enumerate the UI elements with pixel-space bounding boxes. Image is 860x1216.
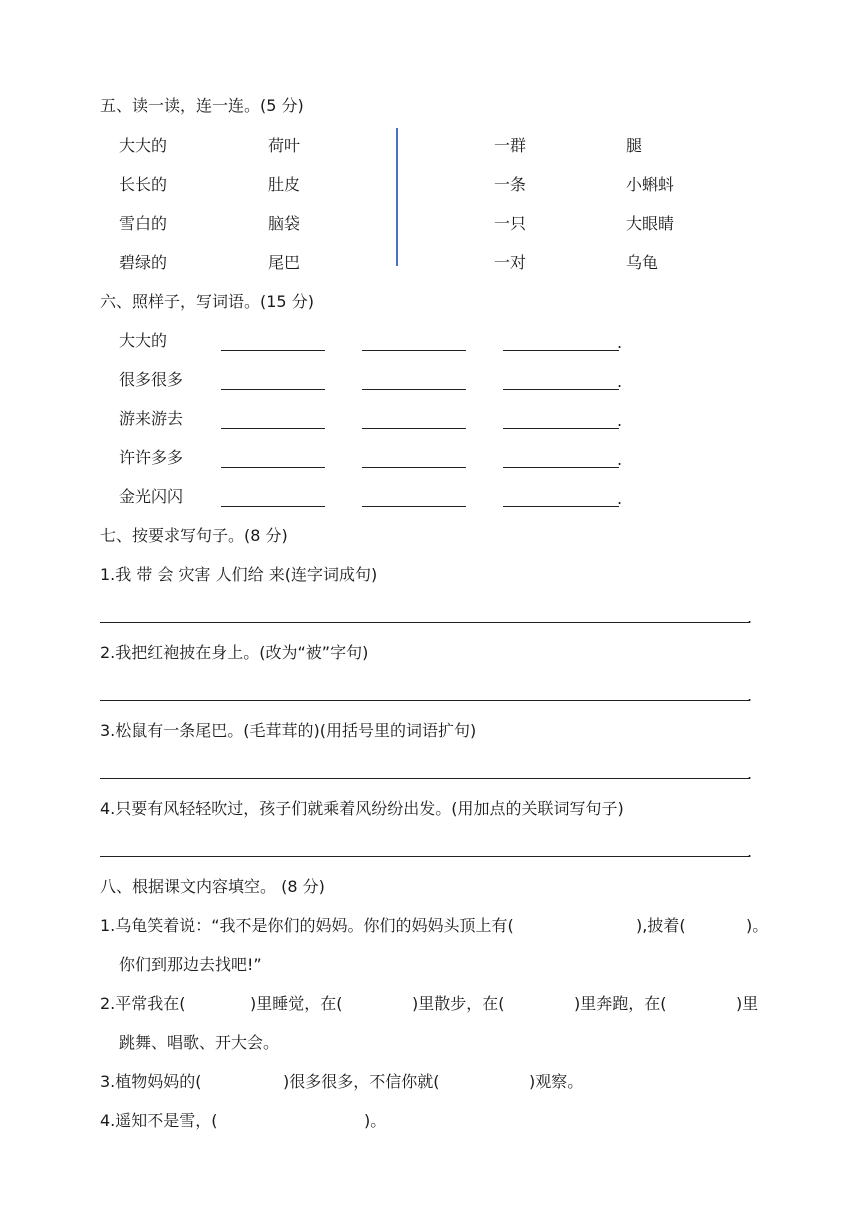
q4-part-a: 4.遥知不是雪，( [100,1111,218,1130]
question-text: 3.松鼠有一条尾巴。(毛茸茸的)(用括号里的词语扩句) [100,721,477,740]
right-quantifier[interactable]: 一只 [494,214,527,233]
left-adjective[interactable]: 长长的 [119,175,168,194]
q2-line2: 跳舞、唱歌、开大会。 [119,1033,280,1052]
answer-blank[interactable] [503,428,619,429]
left-adjective[interactable]: 雪白的 [119,214,168,233]
end-mark: . [747,842,753,861]
q1-part-b: ),披着( [636,916,686,935]
answer-blank[interactable] [362,428,466,429]
right-noun[interactable]: 大眼睛 [626,214,675,233]
example-word: 大大的 [119,331,168,350]
example-word: 很多很多 [119,370,184,389]
answer-line[interactable] [100,622,750,623]
q4-part-b: )。 [364,1111,387,1130]
end-mark: . [617,372,623,391]
answer-blank[interactable] [362,350,466,351]
section8-title: 八、根据课文内容填空。 (8 分) [100,877,325,896]
example-word: 许许多多 [119,448,184,467]
end-mark: . [617,450,623,469]
answer-blank[interactable] [221,467,325,468]
left-adjective[interactable]: 碧绿的 [119,253,168,272]
example-word: 金光闪闪 [119,487,184,506]
answer-line[interactable] [100,700,750,701]
answer-line[interactable] [100,778,750,779]
right-quantifier[interactable]: 一对 [494,253,527,272]
answer-blank[interactable] [221,389,325,390]
answer-blank[interactable] [221,506,325,507]
q1-part-c: )。 [746,916,769,935]
section6-title: 六、照样子，写词语。(15 分) [100,292,314,311]
answer-blank[interactable] [362,467,466,468]
answer-blank[interactable] [362,389,466,390]
left-noun[interactable]: 尾巴 [268,253,301,272]
answer-blank[interactable] [362,506,466,507]
answer-blank[interactable] [503,350,619,351]
divider-line [396,128,398,266]
end-mark: . [617,411,623,430]
end-mark: . [617,489,623,508]
q3-part-a: 3.植物妈妈的( [100,1072,202,1091]
left-noun[interactable]: 荷叶 [268,136,301,155]
left-noun[interactable]: 肚皮 [268,175,301,194]
q1-line2: 你们到那边去找吧!” [119,955,262,974]
answer-blank[interactable] [503,506,619,507]
answer-line[interactable] [100,856,750,857]
right-noun[interactable]: 腿 [626,136,643,155]
q2-part-e: )里 [736,994,759,1013]
end-mark: . [747,686,753,705]
q2-part-b: )里睡觉，在( [250,994,343,1013]
end-mark: . [747,608,753,627]
end-mark: . [747,764,753,783]
example-word: 游来游去 [119,409,184,428]
q3-part-b: )很多很多，不信你就( [283,1072,440,1091]
right-noun[interactable]: 小蝌蚪 [626,175,675,194]
q2-part-a: 2.平常我在( [100,994,186,1013]
left-noun[interactable]: 脑袋 [268,214,301,233]
section7-title: 七、按要求写句子。(8 分) [100,526,288,545]
right-quantifier[interactable]: 一群 [494,136,527,155]
left-adjective[interactable]: 大大的 [119,136,168,155]
question-text: 4.只要有风轻轻吹过，孩子们就乘着风纷纷出发。(用加点的关联词写句子) [100,799,624,818]
q1-part-a: 1.乌龟笑着说：“我不是你们的妈妈。你们的妈妈头顶上有( [100,916,514,935]
end-mark: . [617,333,623,352]
question-text: 1.我 带 会 灾害 人们给 来(连字词成句) [100,565,378,584]
question-text: 2.我把红袍披在身上。(改为“被”字句) [100,643,369,662]
right-noun[interactable]: 乌龟 [626,253,659,272]
section5-title: 五、读一读，连一连。(5 分) [100,96,304,115]
answer-blank[interactable] [221,350,325,351]
answer-blank[interactable] [221,428,325,429]
answer-blank[interactable] [503,467,619,468]
q2-part-c: )里散步，在( [412,994,505,1013]
q3-part-c: )观察。 [529,1072,584,1091]
right-quantifier[interactable]: 一条 [494,175,527,194]
answer-blank[interactable] [503,389,619,390]
q2-part-d: )里奔跑，在( [574,994,667,1013]
